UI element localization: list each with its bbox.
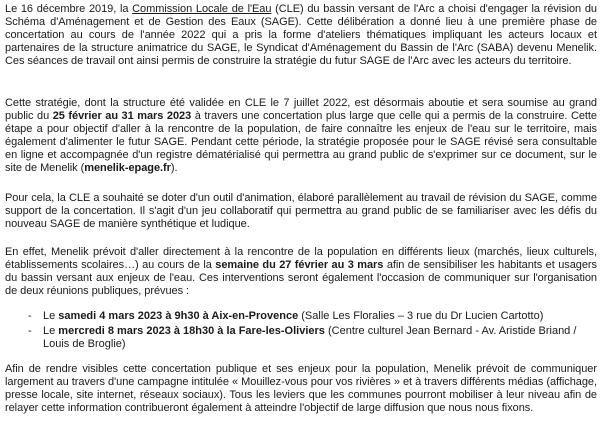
intro-paragraph: Le 16 décembre 2019, la Commission Locale de l'Eau (CLE) du bassin versant de l'Arc a choisi d'engager la révision du Schéma d'Aménagement et de Gestion des Eaux (SAGE). Cette délibération a donné lieu à une première phase de concertation au cours de l'année 2022 qui a pris la forme d'ateliers thématiques impliquant les acteurs locaux et partenaires de la structure animatrice du SAGE, le Syndicat d'Aménagement du Bassin de l'Arc (SABA) devenu Menelik. Ces séances de travail ont ainsi permis de construire la stratégie du futur SAGE de l'Arc avec les acteurs du territoire. bbox=[5, 3, 597, 67]
strategy-paragraph: Cette stratégie, dont la structure été validée en CLE le 7 juillet 2022, est désormais aboutie et sera soumise au grand public du 25 février au 31 mars 2023 à travers une concertation plus large que celle qui a permis de la construire. Cette étape a pour objectif d'aller à la rencontre de la population, de faire connaître les enjeux de l'eau sur le territoire, mais également d'alimenter le futur SAGE. Pendant cette période, la stratégie proposée pour le SAGE révisé sera consultable en ligne et accompagnée d'un registre dématérialisé qui permettra au grand public de s'exprimer sur ce document, sur le site de Menelik (menelik-epage.fr). bbox=[5, 97, 597, 174]
communication-paragraph: Afin de rendre visibles cette concertation publique et ses enjeux pour la population, Menelik prévoit de communiquer largement au travers d'une campagne intitulée « Mouillez-vous pour vos rivières » et à travers différents médias (affichage, presse locale, site internet, réseaux sociaux). Tous les leviers que les communes pourront mobiliser à leur niveau afin de relayer cette information contribueront également à atteindre l'objectif de large diffusion que nous nous fixons. bbox=[5, 363, 597, 414]
outreach-week: semaine du 27 février au 3 mars bbox=[215, 258, 384, 271]
game-tool-paragraph: Pour cela, la CLE a souhaité se doter d'un outil d'animation, élaboré parallèlement au travail de révision du SAGE, comme support de la concertation. Il s'agit d'un jeu collaboratif qui permettra au grand public de se familiariser avec les défis du nouveau SAGE de manière synthétique et ludique. bbox=[5, 192, 597, 230]
public-meetings-list bbox=[5, 310, 597, 354]
bullet-dash: - bbox=[28, 325, 32, 338]
list-item: - Le mercredi 8 mars 2023 à 18h30 à la Fare-les-Oliviers (Centre culturel Jean Bernard - Av. Aristide Briand / Louis de Broglie) bbox=[28, 325, 577, 351]
consultation-dates: 25 février au 31 mars 2023 bbox=[52, 109, 192, 122]
outreach-paragraph: En effet, Menelik prévoit d'aller directement à la rencontre de la population en différents lieux (marchés, lieux culturels, établissements scolaires…) au cours de la semaine du 27 février au 3 mars afin de sensibiliser les habitants et usagers du bassin versant aux enjeux de l'eau. Ces interventions seront également l'occasion de communiquer sur l'organisation de deux réunions publiques, prévues : bbox=[5, 246, 597, 297]
meeting-date-fare: mercredi 8 mars 2023 à 18h30 à la Fare-les-Oliviers bbox=[58, 325, 325, 338]
website-link[interactable]: menelik-epage.fr bbox=[84, 161, 171, 174]
cle-link-text: Commission Locale de l'Eau bbox=[132, 3, 272, 15]
meeting-date-aix: samedi 4 mars 2023 à 9h30 à Aix-en-Provence bbox=[58, 310, 299, 322]
bullet-dash: - bbox=[28, 310, 32, 322]
list-item: - Le samedi 4 mars 2023 à 9h30 à Aix-en-Provence (Salle Les Floralies – 3 rue du Dr Lucien Cartotto) bbox=[28, 310, 544, 322]
